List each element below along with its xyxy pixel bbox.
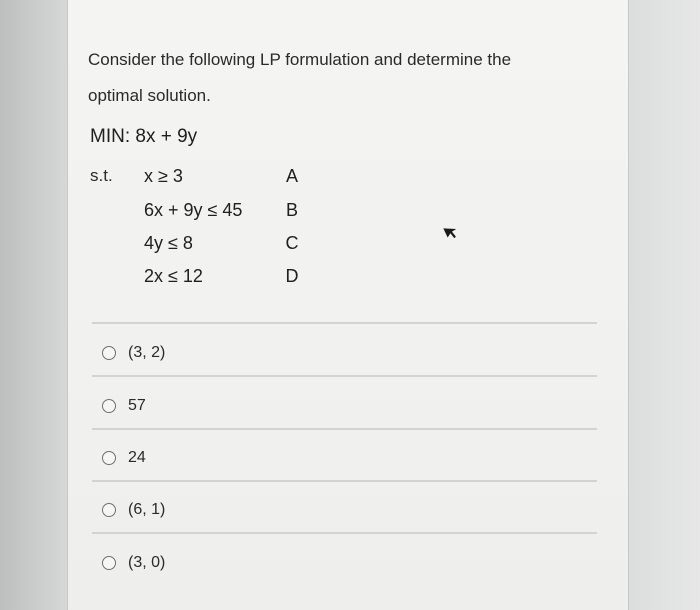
constraint-b-tag: B xyxy=(285,200,298,220)
constraint-b: 6x + 9y ≤ 45 xyxy=(144,200,243,220)
constraint-d-tag: D xyxy=(285,266,299,286)
answer-option-label: 57 xyxy=(128,397,146,414)
answer-option-5[interactable] xyxy=(102,554,165,572)
answer-option-1[interactable] xyxy=(102,344,165,362)
right-background xyxy=(628,0,700,610)
answer-option-label: (3, 0) xyxy=(128,554,166,571)
objective-function: MIN: 8x + 9y xyxy=(90,126,198,147)
question-text: Consider the following LP formulation and determine the optimal solution. xyxy=(88,50,512,105)
constraint-c-tag: C xyxy=(285,233,299,253)
answer-option-3[interactable] xyxy=(102,449,146,467)
divider xyxy=(92,480,597,482)
radio-button-icon[interactable] xyxy=(102,451,116,465)
answer-option-label: 24 xyxy=(128,449,146,466)
divider xyxy=(92,375,597,377)
left-background xyxy=(0,0,68,610)
radio-button-icon[interactable] xyxy=(102,503,116,517)
answer-option-label: (6, 1) xyxy=(128,501,166,518)
answer-option-4[interactable] xyxy=(102,501,165,519)
constraint-c: 4y ≤ 8 xyxy=(144,233,193,253)
answer-option-2[interactable] xyxy=(102,397,146,415)
constraint-a-tag: A xyxy=(285,166,298,186)
question-card xyxy=(68,0,628,610)
constraint-d: 2x ≤ 12 xyxy=(144,266,203,286)
radio-button-icon[interactable] xyxy=(102,556,116,570)
mouse-pointer-icon xyxy=(443,222,459,242)
radio-button-icon[interactable] xyxy=(102,346,116,360)
constraint-a: x ≥ 3 xyxy=(144,166,183,186)
divider xyxy=(92,322,597,324)
divider xyxy=(92,532,597,534)
subject-to-label: s.t. xyxy=(90,166,113,185)
answer-option-label: (3, 2) xyxy=(128,344,166,361)
radio-button-icon[interactable] xyxy=(102,399,116,413)
divider xyxy=(92,428,597,430)
